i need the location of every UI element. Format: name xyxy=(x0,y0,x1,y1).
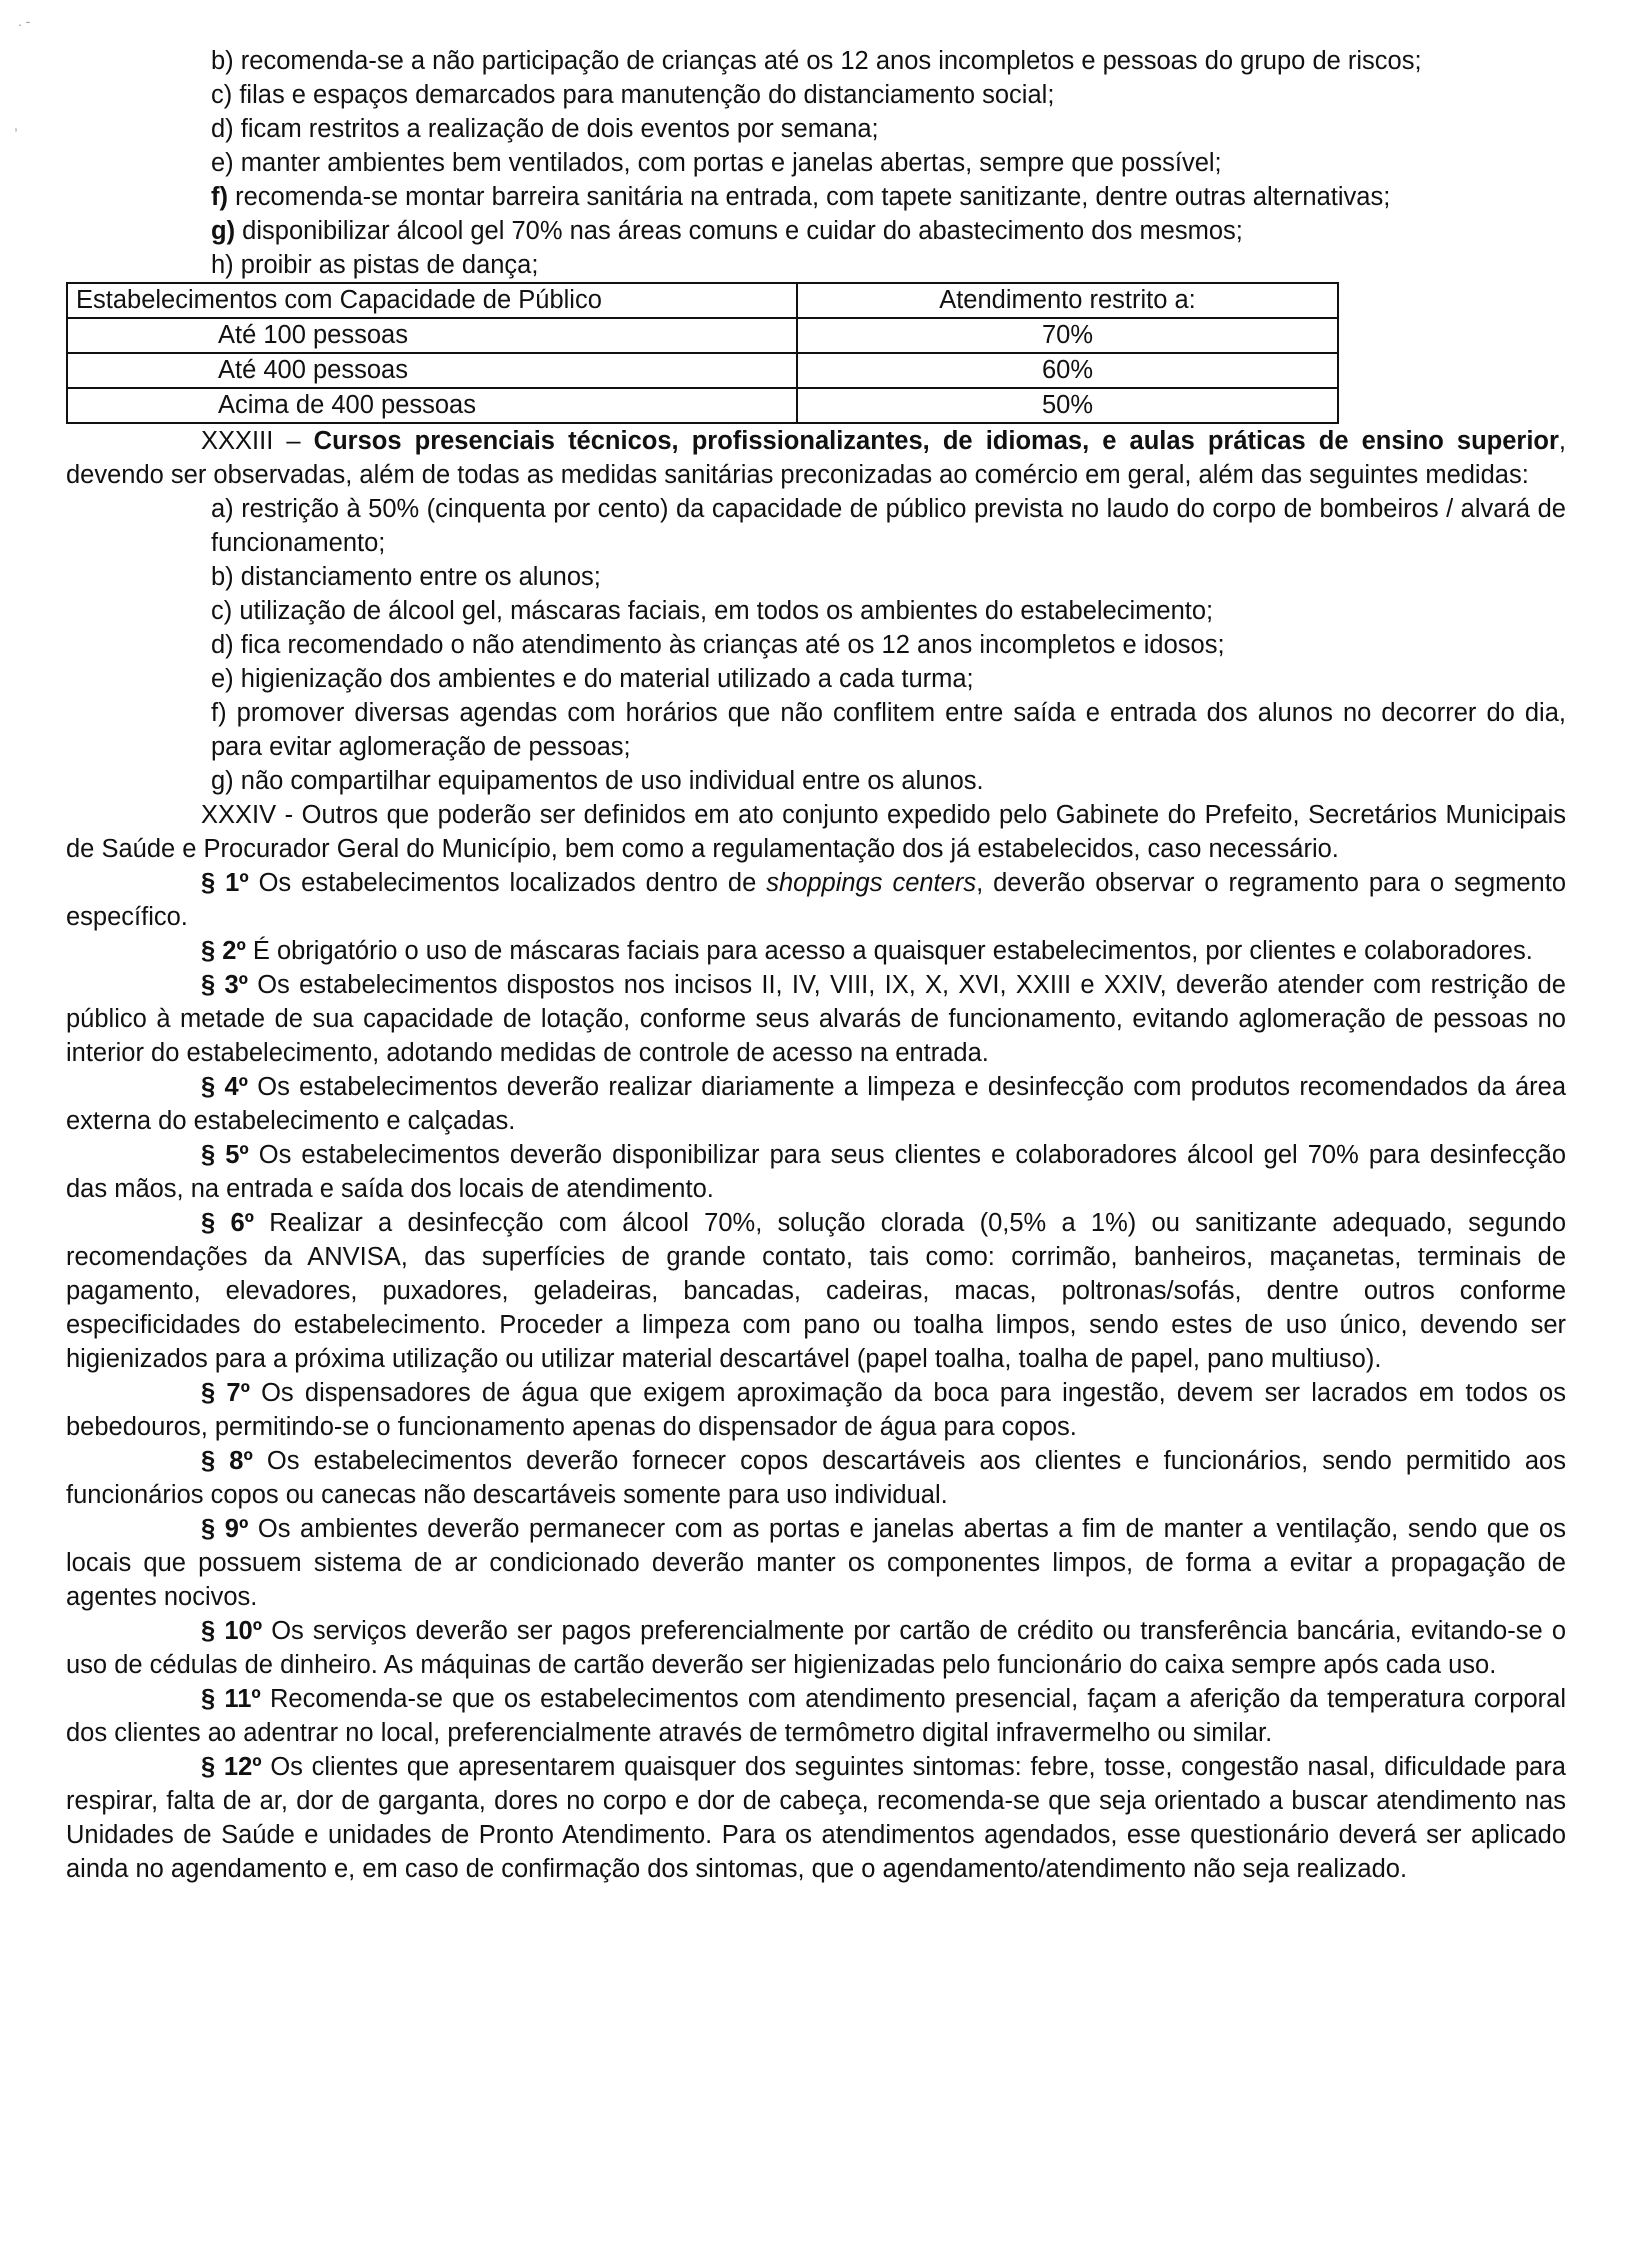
document-page xyxy=(66,44,1566,1886)
paragraph-4: § 4º Os estabelecimentos deverão realizar diariamente a limpeza e desinfecção com produtos recomendados da área externa do estabelecimento e calçadas. xyxy=(66,1073,1566,1135)
paragraph-7: § 7º Os dispensadores de água que exigem aproximação da boca para ingestão, devem ser lacrados em todos os bebedouros, permitindo-se o funcionamento apenas do dispensador de água para copos. xyxy=(66,1379,1566,1441)
list-item-e: e) manter ambientes bem ventilados, com portas e janelas abertas, sempre que possível; xyxy=(211,149,1222,177)
list-xxxiii xyxy=(66,492,1566,798)
table-cell: Até 400 pessoas xyxy=(67,353,797,388)
table-header: Atendimento restrito a: xyxy=(797,283,1338,318)
table-cell: 50% xyxy=(797,388,1338,423)
table-row xyxy=(67,318,1338,353)
table-cell: 60% xyxy=(797,353,1338,388)
scan-mark-left: , xyxy=(14,117,18,133)
list-item-c: c) utilização de álcool gel, máscaras faciais, em todos os ambientes do estabelecimento; xyxy=(211,597,1214,625)
list-item-g: g) não compartilhar equipamentos de uso individual entre os alunos. xyxy=(211,767,984,795)
list-item-g: g) disponibilizar álcool gel 70% nas áreas comuns e cuidar do abastecimento dos mesmos; xyxy=(211,217,1243,245)
list-item-b: b) recomenda-se a não participação de crianças até os 12 anos incompletos e pessoas do grupo de riscos; xyxy=(211,47,1422,75)
table-cell: 70% xyxy=(797,318,1338,353)
capacity-table xyxy=(66,282,1339,424)
list-top xyxy=(66,44,1566,282)
paragraph-3: § 3º Os estabelecimentos dispostos nos incisos II, IV, VIII, IX, X, XVI, XXIII e XXIV, deverão atender com restrição de público à metade de sua capacidade de lotação, conforme seus alvarás de funcionamento, evitando aglomeração de pessoas no interior do estabelecimento, adotando medidas de controle de acesso na entrada. xyxy=(66,971,1566,1067)
table-row xyxy=(67,353,1338,388)
table-cell: Até 100 pessoas xyxy=(67,318,797,353)
paragraph-2: § 2º É obrigatório o uso de máscaras faciais para acesso a quaisquer estabelecimentos, por clientes e colaboradores. xyxy=(201,937,1533,965)
table-cell: Acima de 400 pessoas xyxy=(67,388,797,423)
paragraph-9: § 9º Os ambientes deverão permanecer com as portas e janelas abertas a fim de manter a ventilação, sendo que os locais que possuem sistema de ar condicionado deverão manter os componentes limpos, de forma a evitar a propagação de agentes nocivos. xyxy=(66,1515,1566,1611)
list-item-c: c) filas e espaços demarcados para manutenção do distanciamento social; xyxy=(211,81,1055,109)
paragraph-5: § 5º Os estabelecimentos deverão disponibilizar para seus clientes e colaboradores álcool gel 70% para desinfecção das mãos, na entrada e saída dos locais de atendimento. xyxy=(66,1141,1567,1203)
clause-xxxiv: XXXIV - Outros que poderão ser definidos em ato conjunto expedido pelo Gabinete do Prefeito, Secretários Municipais de Saúde e Procurador Geral do Município, bem como a regulamentação dos já estabelecidos, caso necessário. xyxy=(66,801,1566,863)
list-item-d: d) ficam restritos a realização de dois eventos por semana; xyxy=(211,115,879,143)
paragraph-6: § 6º Realizar a desinfecção com álcool 70%, solução clorada (0,5% a 1%) ou sanitizante adequado, segundo recomendações da ANVISA, das superfícies de grande contato, tais como: corrimão, banheiros, maçanetas, terminais de pagamento, elevadores, puxadores, geladeiras, bancadas, cadeiras, macas, poltronas/sofás, dentre outros conforme especificidades do estabelecimento. Proceder a limpeza com pano ou toalha limpos, sendo estes de uso único, devendo ser higienizados para a próxima utilização ou utilizar material descartável (papel toalha, toalha de papel, pano multiuso). xyxy=(66,1209,1567,1373)
clause-xxxiii: XXXIII – Cursos presenciais técnicos, profissionalizantes, de idiomas, e aulas práticas de ensino superior, devendo ser observadas, além de todas as medidas sanitárias preconizadas ao comércio em geral, além das seguintes medidas: xyxy=(66,427,1567,489)
list-item-h: h) proibir as pistas de dança; xyxy=(211,251,539,279)
paragraph-11: § 11º Recomenda-se que os estabelecimentos com atendimento presencial, façam a aferição da temperatura corporal dos clientes ao adentrar no local, preferencialmente através de termômetro digital infravermelho ou similar. xyxy=(66,1685,1566,1747)
table-row xyxy=(67,388,1338,423)
list-item-b: b) distanciamento entre os alunos; xyxy=(211,563,601,591)
list-item-e: e) higienização dos ambientes e do material utilizado a cada turma; xyxy=(211,665,974,693)
list-item-f: f) promover diversas agendas com horários que não conflitem entre saída e entrada dos alunos no decorrer do dia, para evitar aglomeração de pessoas; xyxy=(211,699,1566,761)
paragraph-12: § 12º Os clientes que apresentarem quaisquer dos seguintes sintomas: febre, tosse, congestão nasal, dificuldade para respirar, falta de ar, dor de garganta, dores no corpo e dor de cabeça, recomenda-se que seja orientado a buscar atendimento nas Unidades de Saúde e unidades de Pronto Atendimento. Para os atendimentos agendados, esse questionário deverá ser aplicado ainda no agendamento e, em caso de confirmação dos sintomas, que o agendamento/atendimento não seja realizado. xyxy=(66,1753,1566,1883)
table-header: Estabelecimentos com Capacidade de Público xyxy=(67,283,797,318)
paragraph-8: § 8º Os estabelecimentos deverão fornecer copos descartáveis aos clientes e funcionários, sendo permitido aos funcionários copos ou canecas não descartáveis somente para uso individual. xyxy=(66,1447,1566,1509)
list-item-a: a) restrição à 50% (cinquenta por cento) da capacidade de público prevista no laudo do corpo de bombeiros / alvará de funcionamento; xyxy=(211,495,1566,557)
paragraph-10: § 10º Os serviços deverão ser pagos preferencialmente por cartão de crédito ou transferência bancária, evitando-se o uso de cédulas de dinheiro. As máquinas de cartão deverão ser higienizadas pelo funcionário do caixa sempre após cada uso. xyxy=(66,1617,1567,1679)
list-item-f: f) recomenda-se montar barreira sanitária na entrada, com tapete sanitizante, dentre outras alternativas; xyxy=(211,183,1391,211)
list-item-d: d) fica recomendado o não atendimento às crianças até os 12 anos incompletos e idosos; xyxy=(211,631,1225,659)
table-header-row xyxy=(67,283,1338,318)
paragraph-1: § 1º Os estabelecimentos localizados dentro de shoppings centers, deverão observar o regramento para o segmento específico. xyxy=(66,869,1567,931)
scan-mark-top: . - xyxy=(18,13,31,29)
